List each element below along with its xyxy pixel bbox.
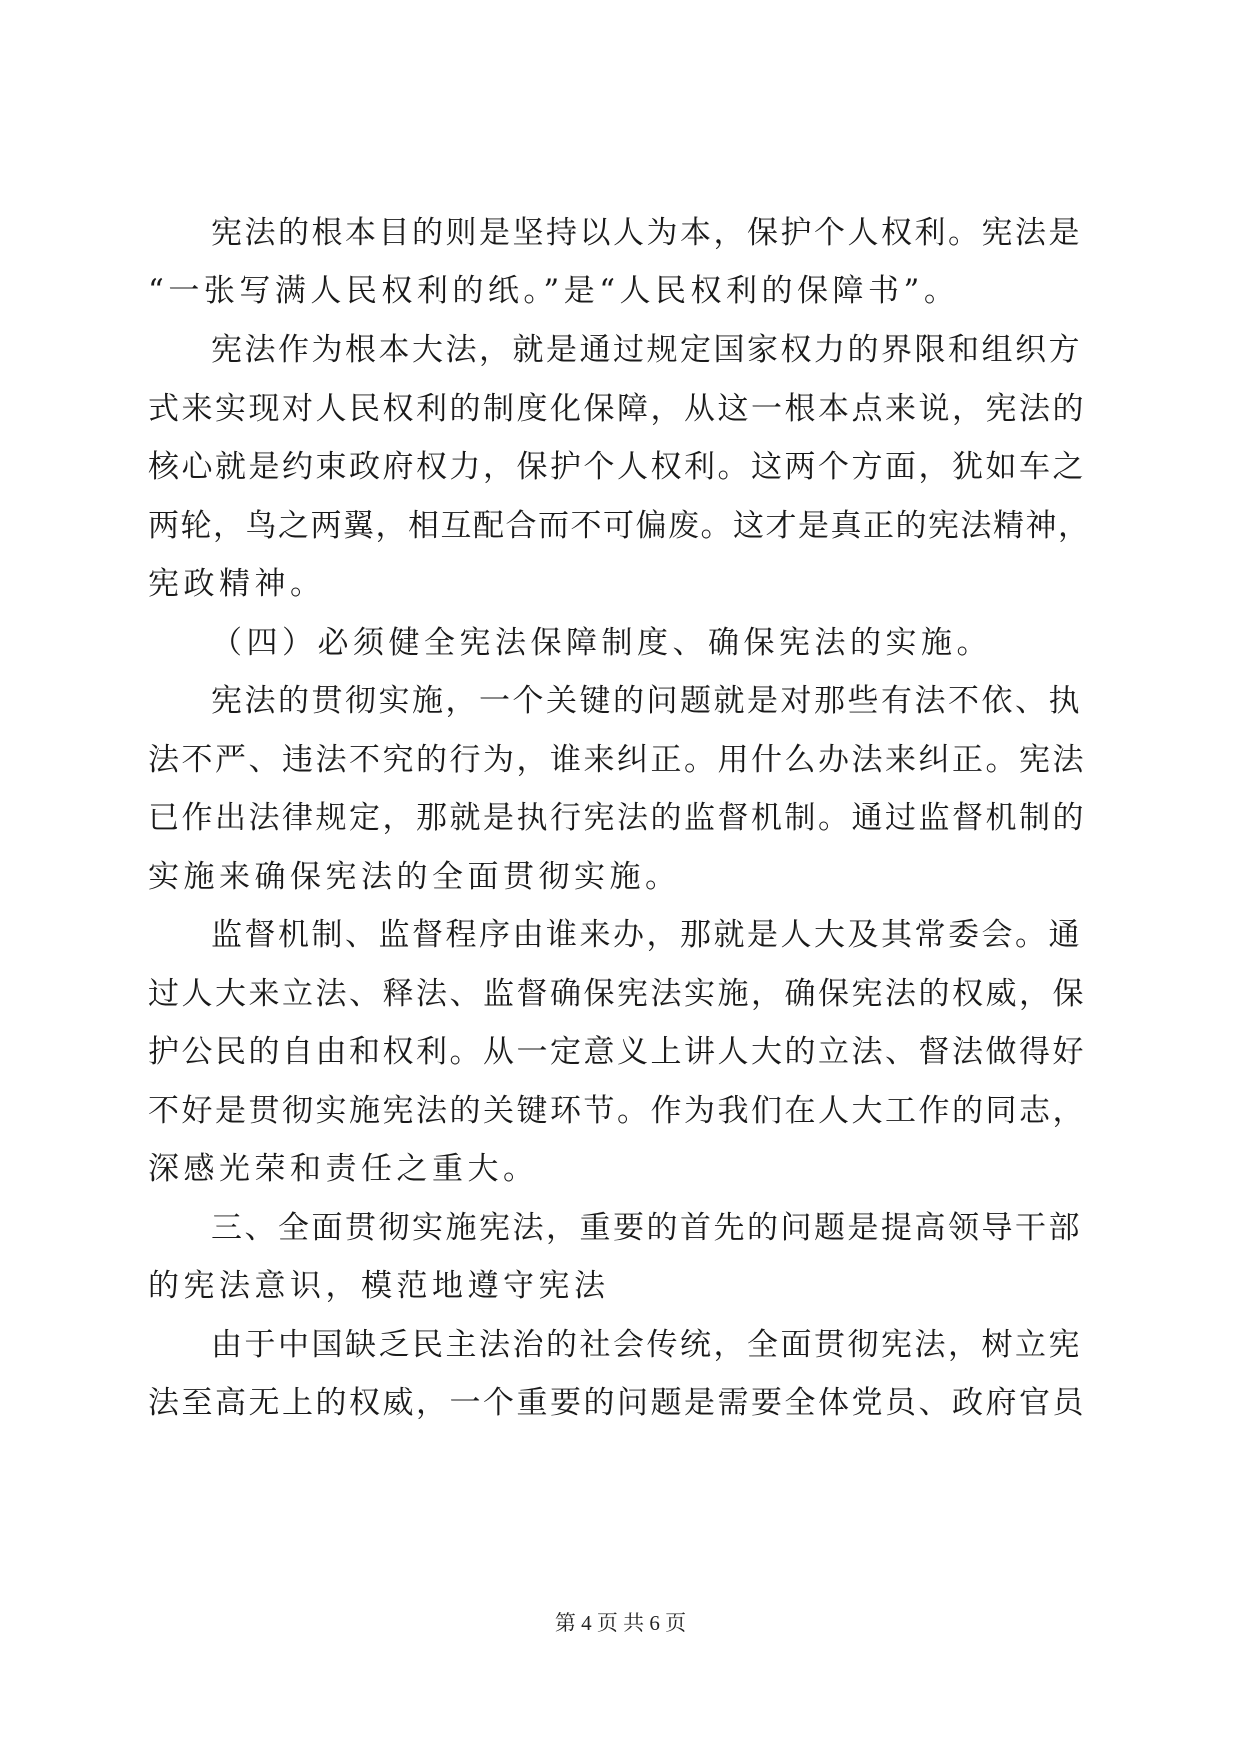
text-line: “一张写满人民权利的纸。”是“人民权利的保障书”。 bbox=[148, 273, 960, 309]
text-line: 核心就是约束政府权力，保护个人权利。这两个方面，犹如车之 bbox=[148, 449, 1086, 485]
text-line: 两轮，鸟之两翼，相互配合而不可偏废。这才是真正的宪法精神， bbox=[148, 508, 1091, 544]
text-line: 实施来确保宪法的全面贯彻实施。 bbox=[148, 859, 681, 895]
text-line: 深感光荣和责任之重大。 bbox=[148, 1151, 539, 1187]
text-line: 由于中国缺乏民主法治的社会传统，全面贯彻宪法，树立宪 bbox=[211, 1327, 1082, 1363]
text-line: 式来实现对人民权利的制度化保障，从这一根本点来说，宪法的 bbox=[148, 391, 1086, 427]
text-line: 过人大来立法、释法、监督确保宪法实施，确保宪法的权威，保 bbox=[148, 976, 1086, 1012]
text-line: 宪法作为根本大法，就是通过规定国家权力的界限和组织方 bbox=[211, 332, 1082, 368]
section-heading: 三、全面贯彻实施宪法，重要的首先的问题是提高领导干部 bbox=[211, 1210, 1082, 1246]
section-heading: 的宪法意识，模范地遵守宪法 bbox=[148, 1268, 610, 1304]
text-line: 法至高无上的权威，一个重要的问题是需要全体党员、政府官员 bbox=[148, 1385, 1086, 1421]
text-line: 宪法的贯彻实施，一个关键的问题就是对那些有法不依、执 bbox=[211, 683, 1082, 719]
text-line: 宪政精神。 bbox=[148, 566, 326, 602]
page-number-footer: 第 4 页 共 6 页 bbox=[554, 1611, 687, 1635]
text-line: 宪法的根本目的则是坚持以人为本，保护个人权利。宪法是 bbox=[211, 215, 1082, 251]
text-line: 监督机制、监督程序由谁来办，那就是人大及其常委会。通 bbox=[211, 917, 1082, 953]
section-heading: （四）必须健全宪法保障制度、确保宪法的实施。 bbox=[211, 625, 992, 661]
text-line: 已作出法律规定，那就是执行宪法的监督机制。通过监督机制的 bbox=[148, 800, 1086, 836]
text-line: 护公民的自由和权利。从一定意义上讲人大的立法、督法做得好 bbox=[148, 1034, 1086, 1070]
text-line: 法不严、违法不究的行为，谁来纠正。用什么办法来纠正。宪法 bbox=[148, 742, 1086, 778]
text-line: 不好是贯彻实施宪法的关键环节。作为我们在人大工作的同志， bbox=[148, 1093, 1086, 1129]
